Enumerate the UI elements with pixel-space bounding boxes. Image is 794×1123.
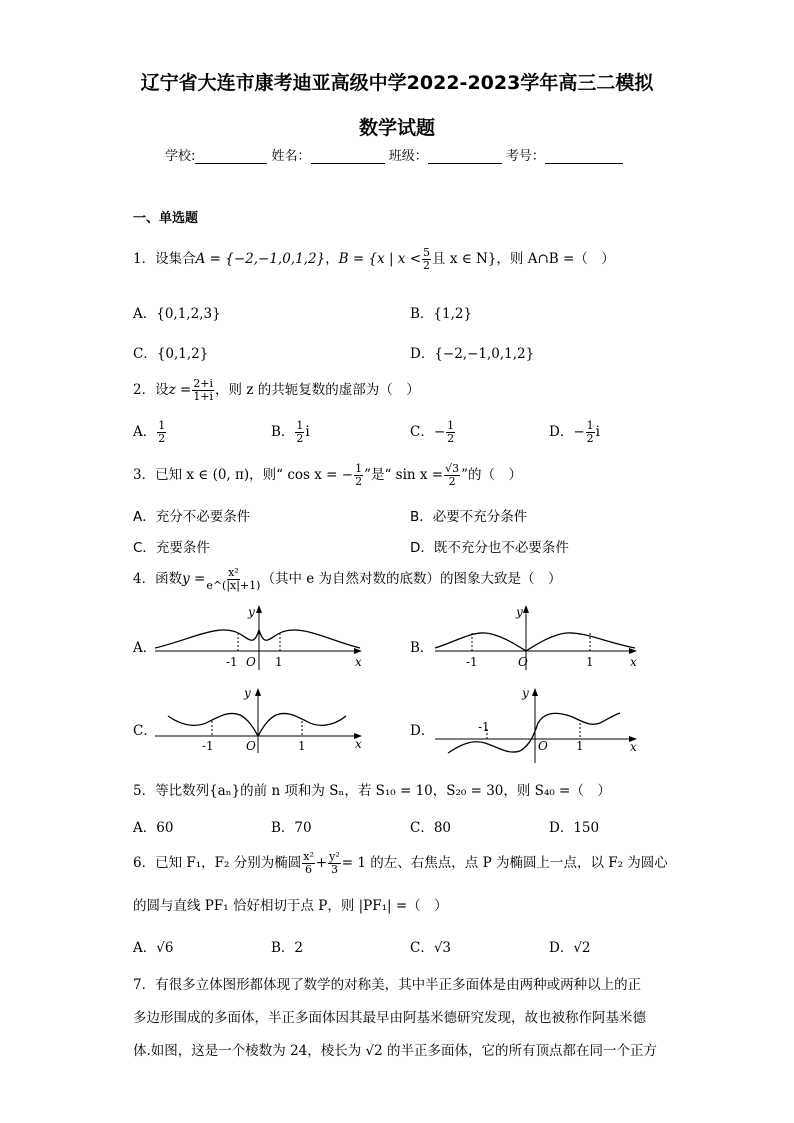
question-4-stem [133, 567, 562, 592]
q4-c-y-label: y [244, 686, 251, 700]
q3-frac1-den: 2 [355, 475, 363, 488]
q3-option-c[interactable]: C．充要条件 [133, 540, 210, 556]
q2-a-label: A． [133, 424, 157, 440]
q3-option-d[interactable]: D．既不充分也不必要条件 [410, 540, 569, 556]
q2-c-label: C． [410, 424, 434, 440]
school-label: 学校: [165, 149, 196, 164]
q2-text-a: 2．设 [133, 382, 169, 398]
exam-number-blank[interactable] [545, 149, 623, 164]
q4-graph-b-label[interactable]: B． [410, 640, 434, 656]
q4-a-tick-pos: 1 [275, 655, 283, 669]
q1-frac-num: 5 [423, 246, 431, 259]
q4-graph-b[interactable] [430, 600, 645, 672]
q6-frac2-num: y² [329, 850, 340, 863]
q4-text-a: 4．函数 [133, 571, 183, 587]
q2-option-b[interactable] [271, 420, 310, 445]
q4-d-y-label: y [522, 686, 529, 700]
q2-frac-num: 2+i [193, 377, 214, 390]
q4-graph-a-label[interactable]: A． [133, 640, 157, 656]
q4-c-tick-neg: -1 [202, 739, 214, 753]
q3-option-b[interactable]: B．必要不充分条件 [410, 509, 528, 525]
q6-text-b: = 1 的左、右焦点，点 P 为椭圆上一点，以 F₂ 为圆心 [341, 855, 668, 871]
q3-text-c: ”的（ ） [461, 467, 523, 483]
q2-c-num: 1 [447, 419, 455, 432]
q2-b-label: B． [271, 424, 295, 440]
q3-text-b: ”是“ sin x = [364, 467, 444, 483]
q4-b-y-label: y [516, 605, 523, 619]
q4-c-tick-pos: 1 [298, 739, 306, 753]
q2-d-den: 2 [586, 432, 594, 445]
q4-c-origin: O [246, 739, 256, 753]
q4-a-tick-neg: -1 [226, 655, 238, 669]
q4-d-origin: O [538, 739, 548, 753]
q5-option-a[interactable]: A．60 [133, 820, 174, 836]
q4-b-origin: O [518, 655, 528, 669]
q5-option-d[interactable]: D．150 [549, 820, 600, 836]
q2-a-frac [157, 420, 166, 445]
q4-graph-c-label[interactable]: C． [133, 723, 157, 739]
q4-graph-d[interactable] [430, 683, 645, 765]
q1-set-b-pre: B = {x | x < [338, 251, 422, 267]
q4-d-x-label: x [630, 740, 637, 754]
q1-text-a: 1．设集合 [133, 251, 196, 267]
q1-option-a[interactable]: A．{0,1,2,3} [133, 306, 221, 322]
q4-a-y-label: y [248, 605, 255, 619]
q2-c-frac [446, 420, 455, 445]
q2-fraction [192, 378, 214, 403]
q6-frac2 [328, 851, 341, 876]
q4-fraction [206, 567, 260, 592]
q4-a-x-label: x [355, 655, 362, 669]
q1-set-b-post: 且 x ∈ N} [432, 251, 497, 267]
q2-b-den: 2 [296, 432, 304, 445]
q2-a-den: 2 [158, 432, 166, 445]
q4-graph-c[interactable] [150, 683, 370, 755]
q5-option-b[interactable]: B．70 [271, 820, 312, 836]
q2-b-frac [295, 420, 304, 445]
question-7-line-1: 7．有很多立体图形都体现了数学的对称美，其中半正多面体是由两种或两种以上的正 [133, 977, 642, 993]
q2-option-d[interactable] [549, 420, 600, 445]
q6-option-b[interactable]: B．2 [271, 940, 304, 956]
q2-a-num: 1 [158, 419, 166, 432]
q4-graph-a[interactable] [150, 600, 370, 672]
q2-c-den: 2 [447, 432, 455, 445]
q4-b-tick-pos: 1 [586, 655, 594, 669]
q4-a-origin: O [246, 655, 256, 669]
q2-d-label: D． [549, 424, 574, 440]
name-label: 姓名： [271, 149, 311, 164]
q4-b-tick-neg: -1 [466, 655, 478, 669]
q1-fraction [422, 247, 431, 272]
q2-d-num: 1 [586, 419, 594, 432]
section-heading: 一、单选题 [133, 211, 199, 226]
q1-option-c[interactable]: C．{0,1,2} [133, 346, 209, 362]
q6-option-d[interactable]: D．√2 [549, 940, 591, 956]
q3-frac2-num: √3 [445, 462, 460, 475]
q2-b-suffix: i [305, 424, 310, 440]
question-6-stem-cont: 的圆与直线 PF₁ 恰好相切于点 P，则 |PF₁| =（ ） [133, 898, 448, 914]
q2-frac-den: 1+i [193, 390, 214, 403]
q6-plus: + [315, 855, 328, 871]
page-title: 辽宁省大连市康考迪亚高级中学2022-2023学年高三二模拟 [140, 72, 654, 94]
q1-set-a: A = {−2,−1,0,1,2} [195, 251, 326, 267]
q3-option-a[interactable]: A．充分不必要条件 [133, 509, 251, 525]
class-blank[interactable] [428, 149, 502, 164]
question-6-stem [133, 851, 668, 876]
header-fields [165, 145, 623, 164]
q4-graph-d-label[interactable]: D． [410, 723, 435, 739]
q6-option-a[interactable]: A．√6 [133, 940, 174, 956]
q3-frac2 [444, 463, 460, 488]
q4-d-tick-pos: 1 [576, 739, 584, 753]
q6-option-c[interactable]: C．√3 [410, 940, 452, 956]
q2-option-a[interactable] [133, 420, 167, 445]
question-5-stem: 5．等比数列{aₙ}的前 n 项和为 Sₙ，若 S₁₀ = 10，S₂₀ = 30，则 S₄₀ =（ ） [133, 783, 611, 799]
page-subtitle: 数学试题 [358, 117, 435, 139]
q4-func-pre: y = [182, 571, 206, 587]
question-7-line-2: 多边形围成的多面体，半正多面体因其最早由阿基米德研究发现，故也被称作阿基米德 [133, 1010, 646, 1026]
q3-frac2-den: 2 [448, 475, 456, 488]
q2-option-c[interactable] [410, 420, 456, 445]
q1-sep: ， [325, 251, 339, 267]
q4-b-x-label: x [630, 655, 637, 669]
q4-frac-den: e^(|x|+1) [206, 579, 261, 592]
q5-option-c[interactable]: C．80 [410, 820, 452, 836]
q6-frac1 [302, 851, 315, 876]
exam-number-label: 考号： [505, 149, 545, 164]
q3-text-a: 3．已知 x ∈ (0, π)，则“ cos x = − [133, 467, 354, 483]
question-2-stem [133, 378, 420, 403]
q2-d-frac [586, 420, 595, 445]
name-blank[interactable] [311, 149, 385, 164]
q3-frac1-num: 1 [355, 462, 363, 475]
question-3-stem [133, 463, 522, 488]
q2-d-suffix: i [595, 424, 600, 440]
q4-frac-num: x² [228, 566, 239, 579]
q4-c-x-label: x [355, 737, 362, 751]
q2-b-num: 1 [296, 419, 304, 432]
q1-option-b[interactable]: B．{1,2} [410, 306, 473, 322]
question-7-line-3: 体.如图，这是一个棱数为 24，棱长为 √2 的半正多面体，它的所有顶点都在同一个正方 [133, 1043, 658, 1059]
q1-option-d[interactable]: D．{−2,−1,0,1,2} [410, 346, 535, 362]
q6-frac1-den: 6 [305, 863, 313, 876]
question-1-stem [133, 247, 615, 272]
q3-frac1 [354, 463, 363, 488]
q1-text-b: ，则 A∩B =（ ） [496, 251, 615, 267]
class-label: 班级： [388, 149, 428, 164]
q2-var: z = [168, 382, 192, 398]
q2-d-sign: − [573, 424, 585, 440]
q2-c-sign: − [433, 424, 446, 440]
q6-frac1-num: x² [303, 850, 314, 863]
q4-text-b: （其中 e 为自然对数的底数）的图象大致是（ ） [261, 571, 562, 587]
q4-d-tick-neg: -1 [478, 720, 490, 734]
school-blank[interactable] [195, 149, 267, 164]
q6-frac2-den: 3 [330, 863, 338, 876]
q1-frac-den: 2 [423, 259, 431, 272]
q6-text-a: 6．已知 F₁，F₂ 分别为椭圆 [133, 855, 302, 871]
q2-text-b: ，则 z 的共轭复数的虚部为（ ） [215, 382, 420, 398]
